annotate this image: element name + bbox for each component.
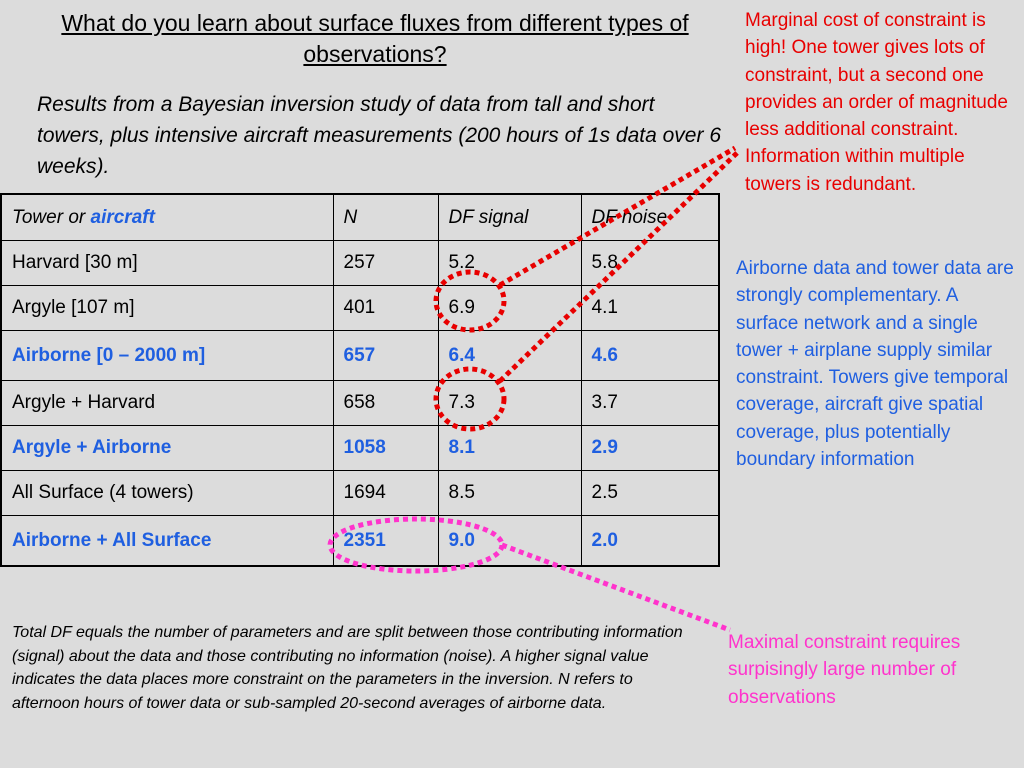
table-row-argyle-airborne [1,426,719,471]
header-df-noise: DF noise [581,194,719,241]
table-row-harvard [1,241,719,286]
blue-annotation: Airborne data and tower data are strongly complementary. A surface network and a single tower + airplane supply similar constraint. Towers give temporal coverage, aircraft give spatial coverage, plus potentially boundary information [736,258,1014,471]
row-df-noise: 4.6 [581,331,719,381]
table-row-argyle-harvard [1,381,719,426]
row-label: Argyle + Airborne [1,426,333,471]
results-table [0,193,720,567]
row-label: Airborne [0 – 2000 m] [1,331,333,381]
table-row-airborne-all-surface [1,516,719,567]
footnote: Total DF equals the number of parameters and are split between those contributing information (signal) about the data and those contributing no information (noise). A higher signal value indicates the data places more constraint on the parameters in the inversion. N refers to afternoon hours of tower data or sub-sampled 20-second averages of airborne data. [12,624,683,712]
slide-title: What do you learn about surface fluxes from different types of observations? [61,10,689,67]
row-label: Harvard [30 m] [1,241,333,286]
row-df-signal: 9.0 [438,516,581,567]
row-df-signal: 8.1 [438,426,581,471]
row-df-noise: 2.9 [581,426,719,471]
row-df-signal: 7.3 [438,381,581,426]
table-header-row [1,194,719,241]
red-annotation: Marginal cost of constraint is high! One tower gives lots of constraint, but a second one provides an order of magnitude less additional constraint. Information within multiple towers is redundant. [745,10,1008,195]
table-row-all-surface [1,471,719,516]
row-n: 657 [333,331,438,381]
header-tower-prefix: Tower or [12,206,91,228]
row-n: 401 [333,286,438,331]
row-df-signal: 5.2 [438,241,581,286]
row-label: Argyle [107 m] [1,286,333,331]
row-label: Argyle + Harvard [1,381,333,426]
row-df-signal: 6.9 [438,286,581,331]
table-row-airborne [1,331,719,381]
pink-annotation: Maximal constraint requires surpisingly large number of observations [728,632,961,708]
row-label: Airborne + All Surface [1,516,333,567]
row-n: 1694 [333,471,438,516]
row-df-signal: 8.5 [438,471,581,516]
header-df-signal: DF signal [438,194,581,241]
row-label: All Surface (4 towers) [1,471,333,516]
slide-subtitle: Results from a Bayesian inversion study of data from tall and short towers, plus intensive aircraft measurements (200 hours of 1s data over 6 weeks). [37,93,721,178]
table-row-argyle [1,286,719,331]
row-n: 2351 [333,516,438,567]
row-n: 257 [333,241,438,286]
row-df-noise: 2.0 [581,516,719,567]
header-n: N [333,194,438,241]
header-aircraft-word: aircraft [90,206,155,228]
row-n: 658 [333,381,438,426]
row-df-noise: 5.8 [581,241,719,286]
header-tower-or-aircraft [1,194,333,241]
row-n: 1058 [333,426,438,471]
row-df-noise: 3.7 [581,381,719,426]
row-df-noise: 4.1 [581,286,719,331]
row-df-noise: 2.5 [581,471,719,516]
row-df-signal: 6.4 [438,331,581,381]
